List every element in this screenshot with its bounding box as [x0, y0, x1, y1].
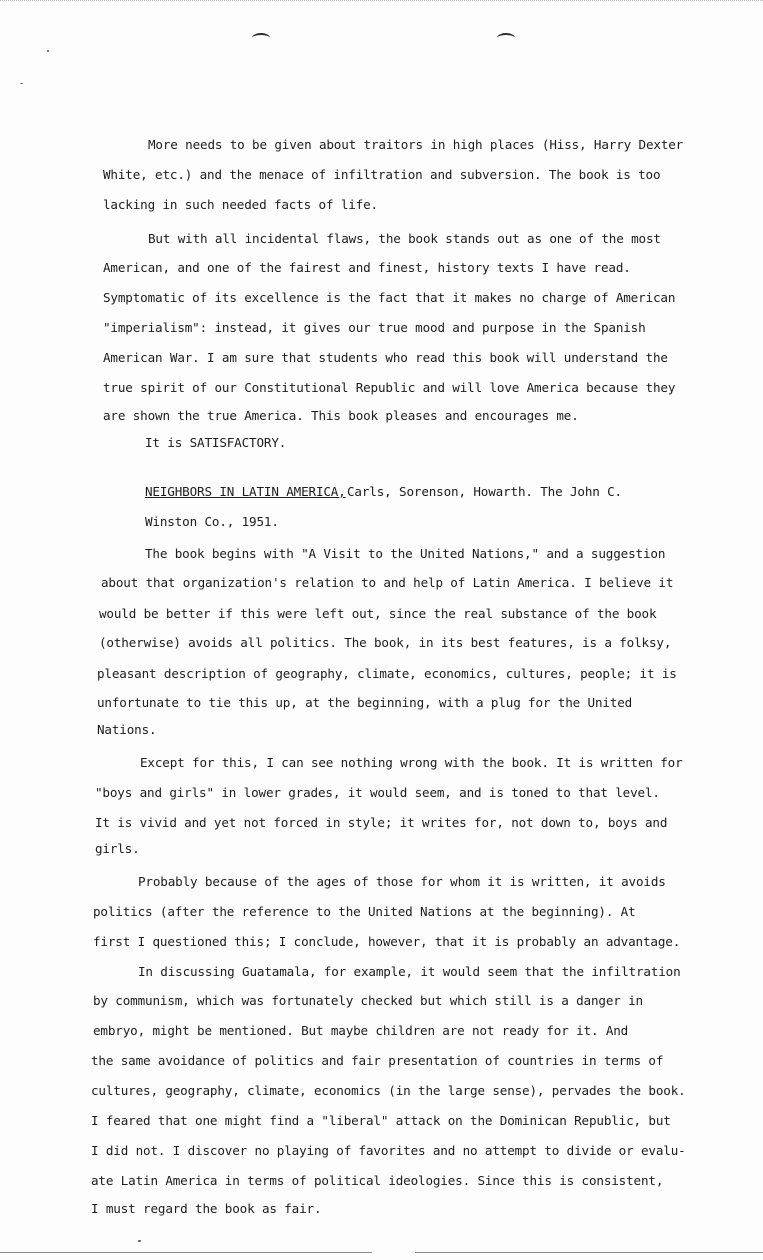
text-line: the same avoidance of politics and fair presentation of countries in terms of	[91, 1053, 664, 1068]
scan-speck	[20, 83, 23, 84]
text-line: lacking in such needed facts of life.	[103, 197, 378, 212]
text-line: Except for this, I can see nothing wrong with the book. It is written for	[140, 755, 683, 770]
text-line: pleasant description of geography, climate, economics, cultures, people; it is	[97, 666, 677, 681]
binding-mark-left	[252, 33, 270, 43]
text-line: Nations.	[97, 722, 157, 737]
text-line: But with all incidental flaws, the book stands out as one of the most	[148, 231, 661, 246]
text-line: would be better if this were left out, since the real substance of the book	[99, 606, 657, 621]
binding-mark-right	[497, 33, 515, 43]
text-line: In discussing Guatamala, for example, it would seem that the infiltration	[138, 964, 681, 979]
text-line: unfortunate to tie this up, at the beginning, with a plug for the United	[97, 695, 633, 710]
book-title: NEIGHBORS IN LATIN AMERICA,	[145, 484, 346, 499]
text-line: The book begins with "A Visit to the United Nations," and a suggestion	[145, 546, 666, 561]
text-line: (otherwise) avoids all politics. The book, in its best features, is a folksy,	[99, 635, 672, 650]
text-line: politics (after the reference to the United Nations at the beginning). At	[93, 904, 636, 919]
book-publisher: Winston Co., 1951.	[145, 514, 279, 529]
text-line: ate Latin America in terms of political ideologies. Since this is consistent,	[91, 1173, 664, 1188]
text-line: More needs to be given about traitors in high places (Hiss, Harry Dexter	[148, 137, 684, 152]
book-authors: Carls, Sorenson, Howarth. The John C.	[347, 484, 622, 499]
text-line: American, and one of the fairest and finest, history texts I have read.	[103, 260, 631, 275]
scan-speck	[47, 50, 49, 52]
text-line: by communism, which was fortunately checked but which still is a danger in	[93, 993, 643, 1008]
verdict-line: It is SATISFACTORY.	[145, 435, 287, 450]
text-line: I must regard the book as fair.	[91, 1201, 322, 1216]
text-line: Symptomatic of its excellence is the fact that it makes no charge of American	[103, 290, 676, 305]
text-line: embryo, might be mentioned. But maybe children are not ready for it. And	[93, 1023, 629, 1038]
scan-speck	[138, 1240, 141, 1242]
text-line: about that organization's relation to and help of Latin America. I believe it	[101, 575, 674, 590]
text-line: "imperialism": instead, it gives our true mood and purpose in the Spanish	[103, 320, 646, 335]
text-line: It is vivid and yet not forced in style; it writes for, not down to, boys and	[95, 815, 668, 830]
text-line: "boys and girls" in lower grades, it would seem, and is toned to that level.	[95, 785, 660, 800]
text-line: are shown the true America. This book pleases and encourages me.	[103, 408, 579, 423]
text-line: first I questioned this; I conclude, however, that it is probably an advantage.	[93, 934, 681, 949]
text-line: White, etc.) and the menace of infiltration and subversion. The book is too	[103, 167, 661, 182]
text-line: Probably because of the ages of those for whom it is written, it avoids	[138, 874, 666, 889]
bottom-edge-right	[415, 1252, 763, 1253]
bottom-edge-left	[0, 1252, 372, 1253]
text-line: cultures, geography, climate, economics (in the large sense), pervades the book.	[91, 1083, 686, 1098]
text-line: American War. I am sure that students who read this book will understand the	[103, 350, 668, 365]
text-line: I did not. I discover no playing of favorites and no attempt to divide or evalu-	[91, 1143, 686, 1158]
text-line: girls.	[95, 841, 140, 856]
text-line: I feared that one might find a "liberal" attack on the Dominican Republic, but	[91, 1113, 671, 1128]
perforation-edge	[0, 0, 763, 3]
text-line: true spirit of our Constitutional Republic and will love America because they	[103, 380, 676, 395]
